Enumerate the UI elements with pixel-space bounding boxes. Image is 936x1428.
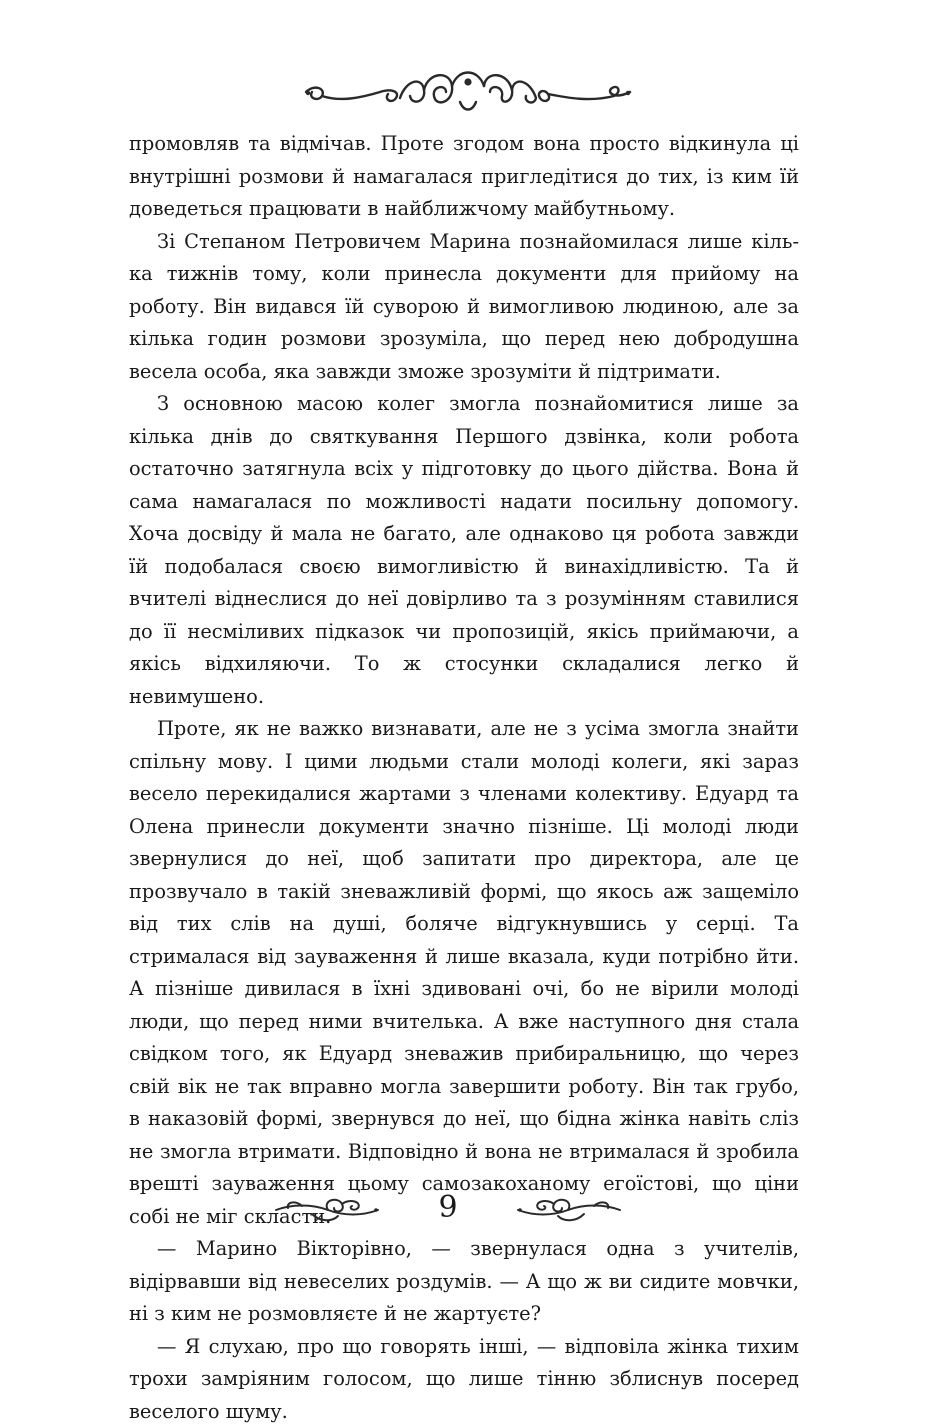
body-text (129, 128, 799, 1428)
page-footer (0, 1188, 936, 1232)
paragraph: З основною масою колег змогла познайомитися лише за кілька днів до святкування Першого дзвінка, коли робота остаточно затягнула всіх у підготовку до цього дійства. Вона й сама намагалася по можливості надати посильну допомогу. Хоча досвіду й мала не багато, але однаково ця робота завжди їй подобалася своєю вимогливістю й винахідливістю. Та й вчителі віднеслися до неї довірливо та з розумінням ставилися до її несміливих підказок чи пропозицій, якісь приймаючи, а якісь відхиляючи. То ж стосунки складалися легко й невимушено. (129, 388, 799, 713)
dialogue-paragraph: — Марино Вікторівно, — звернулася одна з учителів, відірвавши від невеселих роздумів. — А що ж ви сидите мовчки, ні з ким не розмовляєте й не жартуєте? (129, 1233, 799, 1331)
dialogue-paragraph: — Я слухаю, про що говорять інші, — відповіла жінка тихим трохи замріяним голосом, що лише тінню зблиснув посеред веселого шуму. (129, 1331, 799, 1428)
footer-left-flourish-icon (272, 1194, 382, 1226)
ornament-dot (464, 78, 471, 85)
paragraph: Зі Степаном Петровичем Марина познайомилася лише кілька тижнів тому, коли принесла документи для прийому на роботу. Він видався їй суворою й вимогливою людиною, але за кілька годин розмови зрозуміла, що перед нею добродушна весела особа, яка завжди зможе зрозуміти й підтримати. (129, 226, 799, 389)
paragraph: Проте, як не важко визнавати, але не з усіма змогла знайти спільну мову. І цими людьми стали молоді колеги, які зараз весело перекидалися жартами з членами колективу. Едуард та Олена принесли документи значно пізніше. Ці молоді люди звернулися до неї, щоб запитати про директора, але це прозвучало в такій зневажливій формі, що якось аж защеміло від тих слів на душі, боляче відгукнувшись у серці. Та стрималася від зауваження й лише вказала, куди потрібно йти. А пізніше дивилася в їхні здивовані очі, бо не вірили молоді люди, що перед ними вчителька. А вже наступного дня стала свідком того, як Едуард зневажив прибиральницю, що через свій вік не так вправно могла завершити роботу. Він так грубо, в наказовій формі, звернувся до неї, що бідна жінка навіть сліз не змогла втримати. Відповідно й вона не втрималася й зробила врешті зауваження цьому самозакоханому егоїстові, що ціни собі не міг скласти. (129, 713, 799, 1233)
footer-right-flourish-icon (514, 1194, 624, 1226)
page-number: 9 (418, 1188, 478, 1228)
paragraph-continuation: промовляв та відмічав. Проте згодом вона просто відкинула ці внутрішні розмови й намагалася пригледітися до тих, із ким їй доведеться працювати в найближчому майбутньому. (129, 128, 799, 226)
top-flourish-ornament-icon (300, 62, 636, 120)
